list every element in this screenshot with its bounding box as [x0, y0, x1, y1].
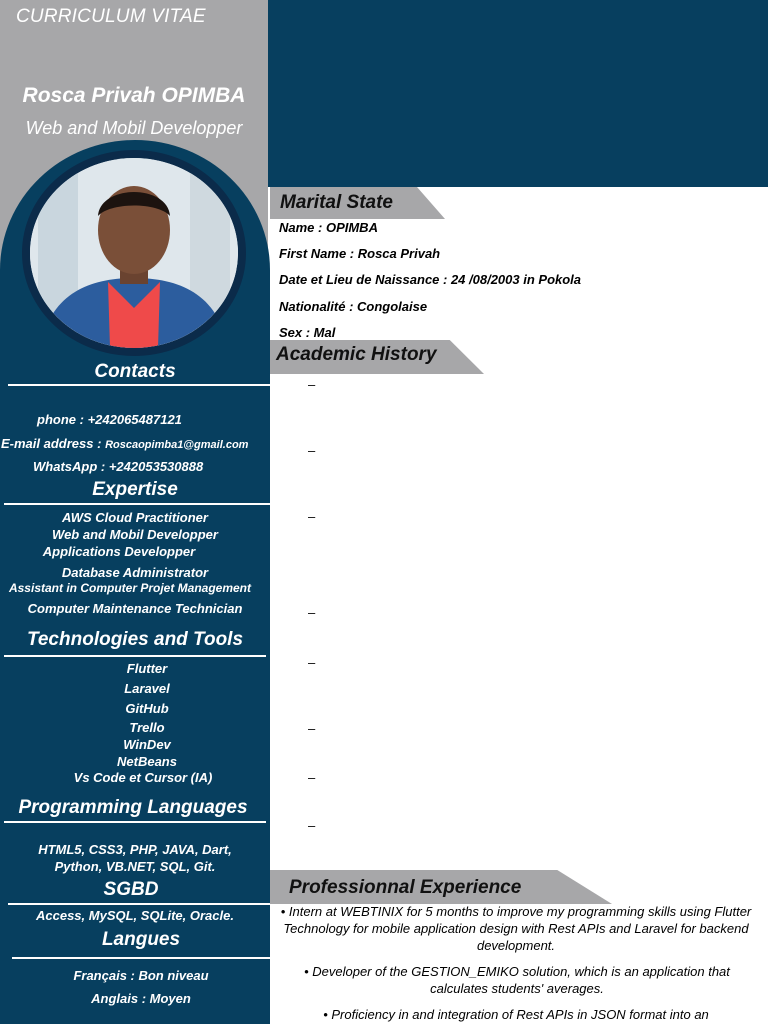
contacts-divider	[8, 384, 270, 386]
langues-divider	[12, 957, 270, 959]
experience-heading: Professionnal Experience	[289, 877, 522, 898]
programming-line: HTML5, CSS3, PHP, JAVA, Dart,	[38, 842, 232, 857]
tool-item: NetBeans	[117, 754, 177, 769]
tools-heading: Technologies and Tools	[26, 629, 244, 650]
phone-value: +242065487121	[87, 412, 182, 427]
sgbd-text: Access, MySQL, SQLite, Oracle.	[36, 908, 234, 923]
expertise-item: Assistant in Computer Projet Management	[8, 581, 252, 595]
candidate-name: Rosca Privah OPIMBA	[22, 84, 246, 107]
experience-item: • Proficiency in and integration of Rest APIs in JSON format into an	[323, 1007, 709, 1022]
expertise-item: Database Administrator	[61, 565, 209, 580]
expertise-divider	[4, 503, 270, 505]
academic-entry: –	[308, 443, 316, 458]
langue-item: Français : Bon niveau	[73, 968, 209, 983]
phone-row	[37, 412, 182, 427]
academic-heading: Academic History	[276, 344, 437, 365]
sgbd-divider	[8, 903, 270, 905]
expertise-heading: Expertise	[92, 479, 178, 500]
marital-birth: Date et Lieu de Naissance : 24 /08/2003 in Pokola	[279, 272, 582, 287]
academic-entry: –	[308, 509, 316, 524]
expertise-item: Web and Mobil Developper	[52, 527, 218, 542]
marital-first-name: First Name : Rosca Privah	[279, 246, 441, 261]
academic-entry: –	[308, 770, 316, 785]
marital-nationality: Nationalité : Congolaise	[279, 299, 428, 314]
candidate-role: Web and Mobil Developper	[25, 118, 243, 138]
experience-item: • Intern at WEBTINIX for 5 months to improve my programming skills using Flutter Technology for mobile application design with Rest APIs and Laravel for backend development.	[280, 904, 752, 953]
expertise-item: Computer Maintenance Technician	[27, 601, 243, 616]
expertise-item: AWS Cloud Practitioner	[62, 510, 208, 525]
cv-title: CURRICULUM VITAE	[16, 6, 206, 27]
langues-heading: Langues	[101, 929, 181, 950]
email-value: Roscaopimba1@gmail.com	[105, 439, 249, 451]
email-label: E-mail address :	[1, 436, 102, 451]
academic-entry: –	[308, 721, 316, 736]
whatsapp-label: WhatsApp :	[33, 459, 106, 474]
academic-entry: –	[308, 377, 316, 392]
tool-item: Vs Code et Cursor (IA)	[73, 770, 213, 785]
expertise-item: Applications Developper	[42, 544, 196, 559]
tool-item: GitHub	[125, 701, 169, 716]
marital-name: Name : OPIMBA	[279, 220, 378, 235]
langue-item: Anglais : Moyen	[91, 991, 191, 1006]
academic-entry: –	[308, 818, 316, 833]
avatar	[30, 158, 238, 348]
programming-line: Python, VB.NET, SQL, Git.	[54, 859, 216, 874]
email-row	[1, 436, 248, 451]
tool-item: WinDev	[123, 737, 171, 752]
marital-sex: Sex : Mal	[279, 325, 336, 340]
tool-item: Flutter	[126, 661, 168, 676]
experience-item: • Developer of the GESTION_EMIKO solution, which is an application that calculates students' averages.	[304, 964, 730, 996]
contacts-heading: Contacts	[94, 361, 176, 382]
tool-item: Laravel	[124, 681, 170, 696]
header-banner	[268, 0, 768, 187]
tool-item: Trello	[129, 720, 165, 735]
profile-photo	[22, 150, 246, 356]
academic-entry: –	[308, 655, 316, 670]
academic-entry: –	[308, 605, 316, 620]
programming-heading: Programming Languages	[18, 797, 248, 818]
sgbd-heading: SGBD	[103, 879, 159, 900]
marital-heading: Marital State	[280, 192, 393, 213]
phone-label: phone :	[37, 412, 84, 427]
whatsapp-value: +242053530888	[108, 459, 204, 474]
whatsapp-row	[33, 459, 203, 474]
programming-divider	[4, 821, 266, 823]
tools-divider	[4, 655, 266, 657]
